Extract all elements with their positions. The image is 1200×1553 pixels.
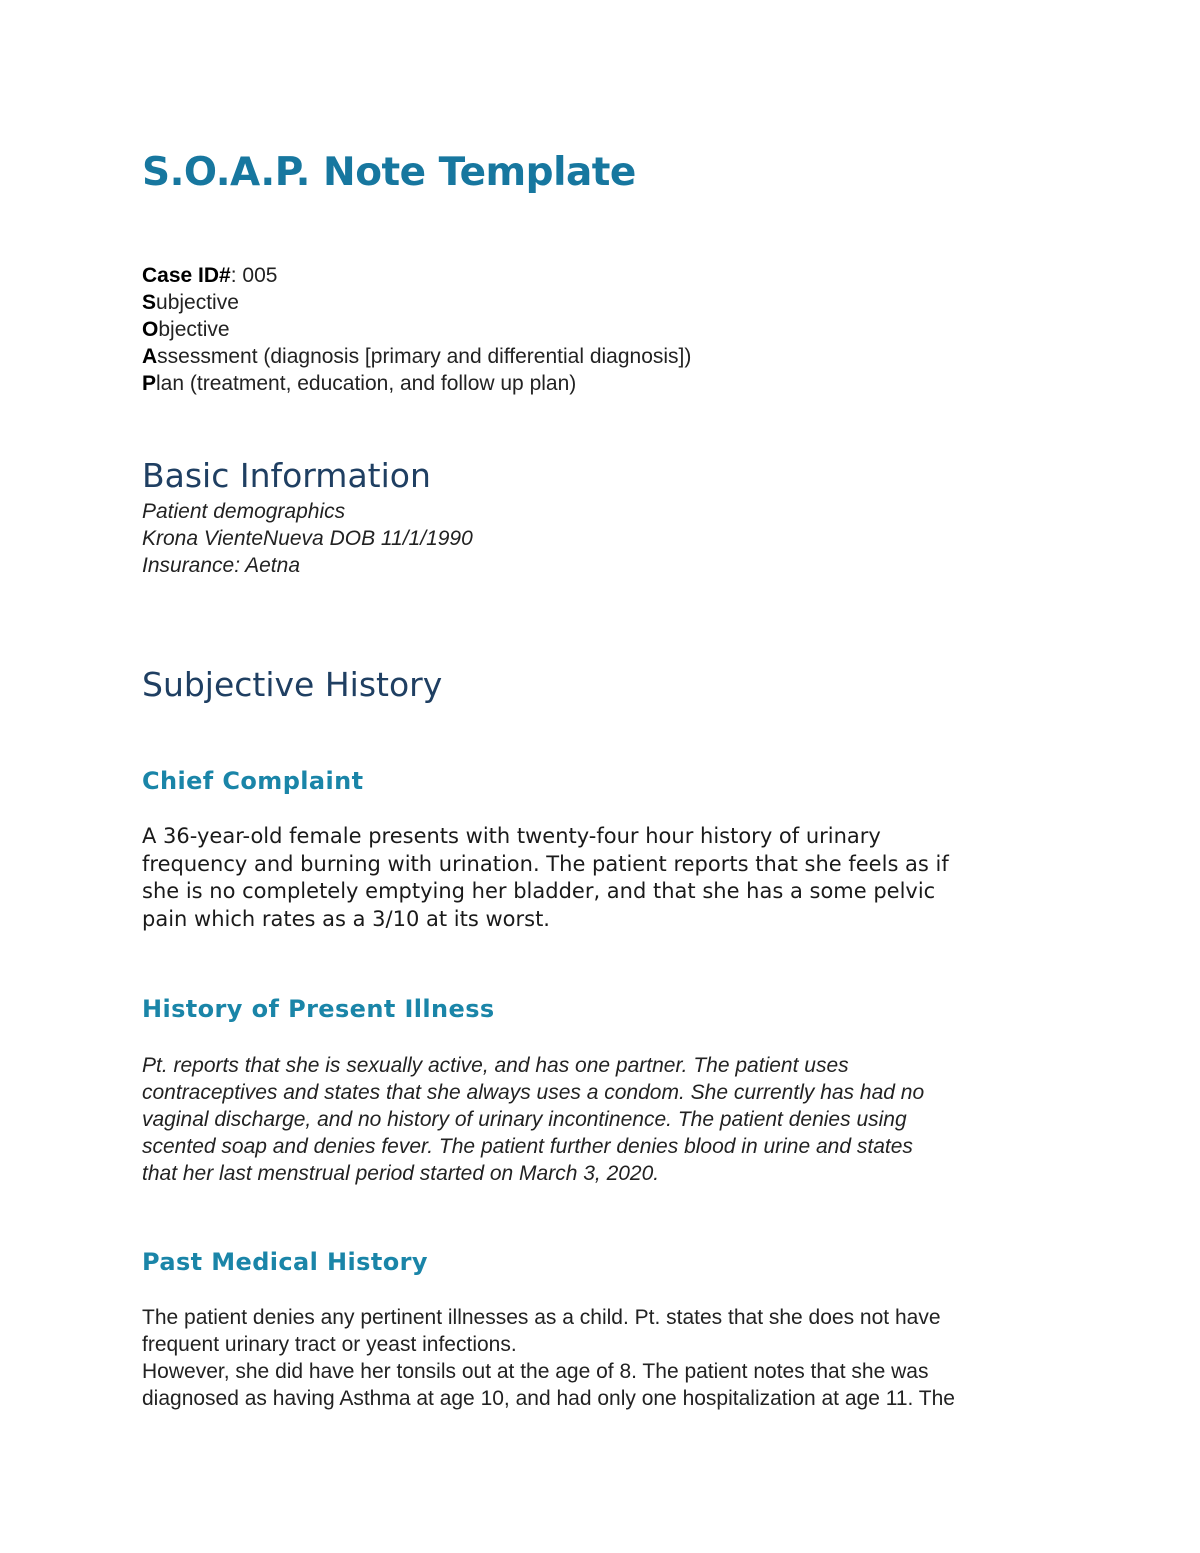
case-id-line <box>142 262 691 289</box>
paragraph-line: she is no completely emptying her bladder, and that she has a some pelvic <box>142 879 936 903</box>
subjective-history-heading: Subjective History <box>142 665 443 704</box>
paragraph-line: frequency and burning with urination. The patient reports that she feels as if <box>142 851 949 876</box>
basic-information-body <box>142 498 473 579</box>
past-medical-history-heading: Past Medical History <box>142 1248 428 1276</box>
case-id-value: : 005 <box>230 264 278 287</box>
insurance-line: Insurance: Aetna <box>142 554 300 577</box>
past-medical-history-body <box>142 1304 955 1412</box>
hpi-heading: History of Present Illness <box>142 995 495 1023</box>
paragraph-line: that her last menstrual period started on March 3, 2020. <box>142 1162 660 1185</box>
soap-item-assessment: Assessment (diagnosis [primary and differential diagnosis]) <box>142 345 692 368</box>
hpi-body <box>142 1052 924 1187</box>
soap-item-subjective: Subjective <box>142 291 239 314</box>
page-title: S.O.A.P. Note Template <box>142 150 636 195</box>
paragraph-line: The patient denies any pertinent illnesses as a child. Pt. states that she does not have <box>142 1306 941 1329</box>
paragraph-line: frequent urinary tract or yeast infections. <box>142 1333 517 1356</box>
paragraph-line: contraceptives and states that she always uses a condom. She currently has had no <box>142 1081 925 1104</box>
case-id-label: Case ID# <box>142 264 231 287</box>
soap-legend <box>142 262 691 397</box>
paragraph-line: pain which rates as a 3/10 at its worst. <box>142 906 550 931</box>
paragraph-line: Pt. reports that she is sexually active, and has one partner. The patient uses <box>142 1054 849 1077</box>
paragraph-line: vaginal discharge, and no history of urinary incontinence. The patient denies using <box>142 1108 907 1131</box>
soap-item-objective: Objective <box>142 318 230 341</box>
patient-name-dob: Krona VienteNueva DOB 11/1/1990 <box>142 527 473 550</box>
paragraph-line: diagnosed as having Asthma at age 10, and had only one hospitalization at age 11. The <box>142 1387 955 1410</box>
basic-information-heading: Basic Information <box>142 456 431 495</box>
chief-complaint-heading: Chief Complaint <box>142 767 364 795</box>
paragraph-line: A 36-year-old female presents with twenty-four hour history of urinary <box>142 824 881 848</box>
paragraph-line: scented soap and denies fever. The patient further denies blood in urine and states <box>142 1135 913 1158</box>
demographics-label: Patient demographics <box>142 500 346 523</box>
paragraph-line: However, she did have her tonsils out at the age of 8. The patient notes that she was <box>142 1360 929 1383</box>
soap-item-plan: Plan (treatment, education, and follow up plan) <box>142 372 577 395</box>
chief-complaint-body <box>142 823 949 933</box>
